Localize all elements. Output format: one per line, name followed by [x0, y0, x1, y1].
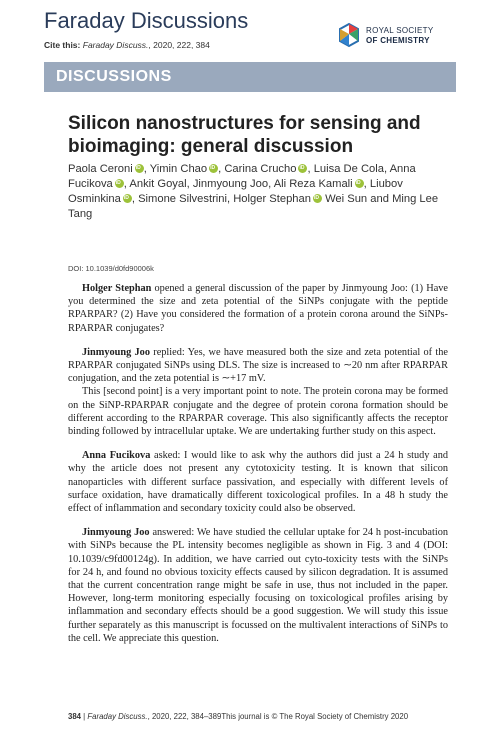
orcid-icon[interactable]: [313, 194, 322, 203]
author-separator: ,: [383, 163, 390, 175]
author-name: Carina Crucho: [224, 163, 297, 175]
cite-journal: Faraday Discuss.: [82, 40, 149, 50]
author-separator: ,: [218, 163, 225, 175]
cite-line: [44, 40, 210, 50]
orcid-icon[interactable]: [123, 194, 132, 203]
author-name: Anna Fucikova: [68, 163, 416, 190]
author-separator: ,: [307, 163, 314, 175]
author-name: Wei Sun: [325, 193, 368, 205]
orcid-icon[interactable]: [115, 179, 124, 188]
discussion-paragraph: [68, 346, 451, 386]
author-name: Paola Ceroni: [68, 163, 133, 175]
page-footer: [68, 712, 458, 721]
publisher-line2: OF CHEMISTRY: [366, 36, 430, 45]
paragraph-text: This [second point] is a very important point to note. The protein corona may be formed on the SiNP-RPARPAR conjugate and the degree of protein corona formation should be different according to the RPARPAR coverage. This also significantly affects the receptor binding followed by intracellular uptake. We are undertaking further study on this aspect.: [68, 386, 451, 438]
author-separator: ,: [268, 178, 274, 190]
paragraph-text: answered: We have studied the cellular uptake for 24 h post-incubation with SiNPs because the PL intensity becomes negligible as shown in Fig. 3 and 4 (DOI: 10.1039/c9fd00124g). In addition, we have carried out cyto-toxicity tests with the SiNPs for 24 h, and found no obvious toxicity effects caused by silicon degradation. It is assumed that the current concentration range might be safe in use, thus not included in the paper. However, long-term monitoring especially focusing on toxicological profiles arising by inflammation and secondary effects should be a good suggestion. We will study this issue further separately as this manuscript is focussed on the multivalent interactions of SiNPs to the cell. We appreciate this question.: [68, 527, 451, 644]
section-band-label: DISCUSSIONS: [56, 68, 172, 85]
footer-journal: Faraday Discuss.: [87, 712, 148, 721]
discussion-body: [68, 282, 451, 645]
rsc-emblem-icon: [336, 22, 362, 48]
author-name: Ming Lee Tang: [68, 193, 439, 220]
doi-line: DOI: 10.1039/d0fd90006k: [68, 264, 154, 273]
cite-rest: , 2020, 222, 384: [148, 40, 210, 50]
speaker-name: Anna Fucikova: [82, 450, 151, 462]
author-name: Simone Silvestrini: [138, 193, 227, 205]
discussion-paragraph: [68, 526, 451, 645]
author-list: [68, 162, 448, 222]
orcid-icon[interactable]: [355, 179, 364, 188]
speaker-name: Holger Stephan: [82, 283, 152, 294]
footer-page-number: 384: [68, 712, 82, 721]
author-separator: ,: [227, 193, 234, 205]
orcid-icon[interactable]: [209, 164, 218, 173]
author-name: Yimin Chao: [149, 163, 208, 175]
journal-name: Faraday Discussions: [44, 8, 249, 33]
author-name: Ali Reza Kamali: [273, 178, 353, 190]
section-band: [44, 62, 456, 92]
author-separator: and: [367, 193, 393, 205]
footer-citation: , 2020, 222, 384–389: [147, 712, 222, 721]
publisher-logo: [336, 22, 456, 52]
publisher-line1: ROYAL SOCIETY: [366, 26, 434, 35]
author-separator: ,: [186, 178, 193, 190]
paragraph-text: replied: Yes, we have measured both the size and zeta potential of the RPARPAR conjugated SiNPs using DLS. The size is increased to ∼20 nm after RPARPAR conjugation, and the zeta potential is ∼+17 mV.: [68, 346, 451, 385]
article-title: Silicon nanostructures for sensing and bioimaging: general discussion: [68, 113, 421, 157]
orcid-icon[interactable]: [135, 164, 144, 173]
cite-label: Cite this:: [44, 40, 81, 50]
discussion-paragraph: [68, 385, 451, 438]
author-separator: ,: [143, 163, 150, 175]
speaker-name: Jinmyoung Joo: [82, 527, 150, 539]
footer-copyright: This journal is © The Royal Society of Chemistry 2020: [221, 712, 409, 721]
author-separator: ,: [363, 178, 370, 190]
paragraph-text: opened a general discussion of the paper by Jinmyoung Joo: (1) Have you determined the size and zeta potential of the SiNPs conjugate with the peptide RPARPAR? (2) Have you considered the formation of a protein corona around the SiNPs-RPARPAR conjugates?: [68, 283, 451, 334]
author-name: Ankit Goyal: [129, 178, 187, 190]
speaker-name: Jinmyoung Joo: [82, 346, 150, 358]
discussion-paragraph: [68, 449, 451, 515]
discussion-paragraph: [68, 282, 451, 335]
author-separator: ,: [123, 178, 130, 190]
author-separator: ,: [131, 193, 139, 205]
footer-separator: |: [81, 712, 88, 721]
author-name: Luisa De Cola: [313, 163, 384, 175]
author-name: Jinmyoung Joo: [192, 178, 269, 190]
paragraph-text: asked: I would like to ask why the authors did just a 24 h study and why the article does not present any cytotoxicity testing. It is known that silicon nanoparticles with different surface passivation, and especially with different levels of surface oxidation, have dramatically different toxicological profiles. In a 48 h study the effect of inflammation and secondary toxicity could also be observed.: [68, 450, 451, 515]
author-name: Liubov Osminkina: [68, 178, 403, 205]
author-name: Holger Stephan: [233, 193, 311, 205]
